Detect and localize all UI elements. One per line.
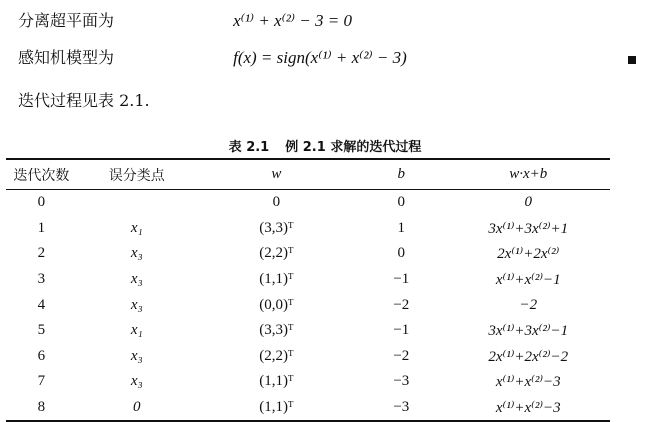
cell-point: x₁ bbox=[130, 322, 143, 339]
cell-wxb: x⁽¹⁾+x⁽²⁾−3 bbox=[495, 374, 561, 391]
model-line bbox=[18, 45, 407, 68]
cell-iteration: 7 bbox=[37, 373, 46, 390]
cell-point: x₃ bbox=[130, 296, 143, 313]
cell-wxb: 3x⁽¹⁾+3x⁽²⁾−1 bbox=[488, 323, 569, 340]
cell-w: (1,1)ᵀ bbox=[259, 271, 294, 288]
cell-w: 0 bbox=[272, 194, 281, 211]
table-reference-line: 迭代过程见表 2.1. bbox=[18, 91, 150, 110]
cell-wxb: 2x⁽¹⁾+2x⁽²⁾ bbox=[497, 246, 560, 263]
cell-point: x₃ bbox=[130, 245, 143, 262]
hyperplane-line bbox=[18, 8, 352, 31]
cell-iteration: 8 bbox=[37, 399, 46, 416]
cell-iteration: 2 bbox=[37, 245, 46, 262]
caption-title: 例 2.1 求解的迭代过程 bbox=[285, 140, 422, 155]
cell-b: −3 bbox=[393, 399, 410, 416]
cell-wxb: x⁽¹⁾+x⁽²⁾−3 bbox=[495, 400, 561, 417]
table-header-row bbox=[6, 159, 610, 190]
table-row bbox=[6, 267, 610, 293]
model-label: 感知机模型为 bbox=[18, 48, 115, 67]
header-b: b bbox=[397, 166, 406, 182]
cell-w: (2,2)ᵀ bbox=[259, 347, 294, 364]
table-row bbox=[6, 395, 610, 422]
cell-b: 1 bbox=[397, 219, 406, 236]
table-row bbox=[6, 190, 610, 216]
cell-b: 0 bbox=[397, 194, 406, 211]
cell-point: x₃ bbox=[130, 373, 143, 390]
cell-iteration: 3 bbox=[37, 271, 46, 288]
table-row bbox=[6, 369, 610, 395]
table-row bbox=[6, 216, 610, 242]
header-iteration: 迭代次数 bbox=[13, 167, 70, 184]
cell-wxb: −2 bbox=[519, 296, 538, 313]
cell-point: 0 bbox=[133, 399, 141, 416]
cell-b: −1 bbox=[393, 322, 410, 339]
cell-wxb: 3x⁽¹⁾+3x⁽²⁾+1 bbox=[488, 220, 569, 237]
model-formula: f(x) = sign(x⁽¹⁾ + x⁽²⁾ − 3) bbox=[233, 48, 407, 67]
cell-point: x₁ bbox=[130, 219, 143, 236]
cell-b: −1 bbox=[393, 271, 410, 288]
cell-wxb: 0 bbox=[524, 194, 533, 211]
cell-point: x₃ bbox=[130, 271, 143, 288]
header-misclassified: 误分类点 bbox=[108, 167, 165, 184]
header-w: w bbox=[271, 166, 282, 182]
cell-w: (0,0)ᵀ bbox=[259, 296, 294, 313]
cell-w: (1,1)ᵀ bbox=[259, 373, 294, 390]
cell-wxb: 2x⁽¹⁾+2x⁽²⁾−2 bbox=[488, 348, 569, 365]
cell-w: (3,3)ᵀ bbox=[259, 322, 294, 339]
cell-wxb: x⁽¹⁾+x⁽²⁾−1 bbox=[495, 272, 561, 289]
header-wxb: w·x+b bbox=[509, 166, 548, 182]
table-caption bbox=[0, 136, 650, 155]
cell-iteration: 1 bbox=[37, 219, 46, 236]
caption-number: 表 2.1 bbox=[228, 140, 270, 155]
square-bullet-icon bbox=[628, 56, 636, 64]
table-row bbox=[6, 292, 610, 318]
cell-iteration: 0 bbox=[37, 194, 46, 211]
cell-iteration: 5 bbox=[37, 322, 46, 339]
cell-point bbox=[77, 190, 197, 216]
cell-iteration: 6 bbox=[37, 347, 46, 364]
table-row bbox=[6, 241, 610, 267]
cell-w: (2,2)ᵀ bbox=[259, 245, 294, 262]
iteration-table bbox=[6, 158, 610, 422]
cell-point: x₃ bbox=[130, 347, 143, 364]
cell-b: −3 bbox=[393, 373, 410, 390]
table-row bbox=[6, 344, 610, 370]
cell-iteration: 4 bbox=[37, 296, 46, 313]
cell-b: 0 bbox=[397, 245, 406, 262]
hyperplane-label: 分离超平面为 bbox=[18, 11, 115, 30]
cell-w: (1,1)ᵀ bbox=[259, 399, 294, 416]
hyperplane-formula: x⁽¹⁾ + x⁽²⁾ − 3 = 0 bbox=[233, 11, 352, 30]
cell-b: −2 bbox=[393, 296, 410, 313]
table-row bbox=[6, 318, 610, 344]
cell-b: −2 bbox=[393, 347, 410, 364]
table-body bbox=[6, 190, 610, 422]
cell-w: (3,3)ᵀ bbox=[259, 219, 294, 236]
